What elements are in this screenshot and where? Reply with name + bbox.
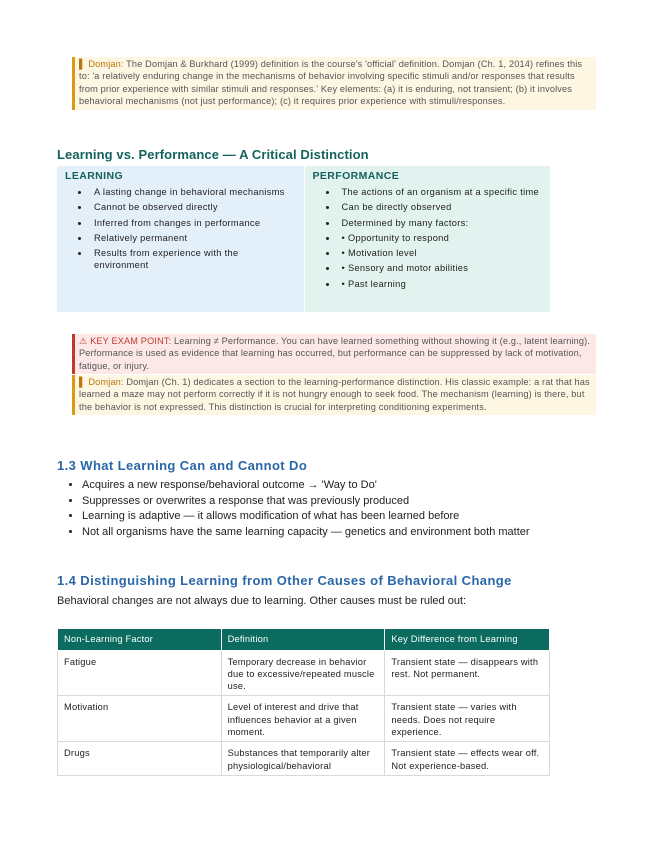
callout-text: The Domjan & Burkhard (1999) definition is the course's 'official' definition. Domjan (Ch. 1, 2014) refines this to: 'a relatively enduring change in the mechanisms of behavior involving specific stimuli and/or responses that results from prior experience with similar stimuli and responses.' Key elements: (a) it is enduring, not transient; (b) it involves behavioral mechanisms (not just performance); (c) it requires prior experience with stimuli/responses.: [79, 59, 583, 107]
table-row: [58, 742, 550, 776]
domjan-callout-definition: [72, 57, 596, 110]
callout-text: Domjan (Ch. 1) dedicates a section to the learning-performance distinction. His classic example: a rat that has learned a maze may not perform correctly if it is not hungry enough to seek food. The mechanism (learning) is there, but the behavior is not expressed. This distinction is crucial for interpreting conditioning experiments.: [79, 377, 590, 412]
table-cell: Transient state — effects wear off. Not experience-based.: [385, 742, 550, 776]
table-row: [58, 650, 550, 696]
table-cell: Temporary decrease in behavior due to excessive/repeated muscle use.: [221, 650, 385, 696]
table-cell: Transient state — disappears with rest. Not permanent.: [385, 650, 550, 696]
table-cell: Fatigue: [58, 650, 222, 696]
list-item: • Relatively permanent: [90, 232, 296, 244]
domjan-callout-distinction: [72, 375, 596, 415]
performance-column: [304, 166, 551, 312]
list-item: • Inferred from changes in performance: [90, 217, 296, 229]
list-item: • Not all organisms have the same learning capacity — genetics and environment both matter: [82, 525, 602, 541]
callout-text: Learning ≠ Performance. You can have learned something without showing it (e.g., latent learning). Performance is used as evidence that learning has occurred, but performance can be suppressed by lack of motivation, fatigue, or injury.: [79, 336, 591, 371]
table-row: [58, 696, 550, 742]
table-cell: Level of interest and drive that influences behavior at a given moment.: [221, 696, 385, 742]
table-cell: Transient state — varies with needs. Does not require experience.: [385, 696, 550, 742]
warning-icon-lead: ⚠ KEY EXAM POINT:: [79, 336, 172, 346]
list-item: • The actions of an organism at a specific time: [338, 186, 543, 198]
list-item: • • Motivation level: [338, 247, 543, 259]
list-item: • Determined by many factors:: [338, 217, 543, 229]
non-learning-factors-table: [57, 628, 550, 776]
learning-heading: LEARNING: [65, 170, 124, 182]
list-item: • • Opportunity to respond: [338, 232, 543, 244]
learning-abilities-list: [65, 478, 602, 540]
callout-lead: ▌ Domjan:: [79, 59, 124, 69]
list-item: • Cannot be observed directly: [90, 201, 296, 213]
callout-lead: ▌ Domjan:: [79, 377, 124, 387]
list-item: • Can be directly observed: [338, 201, 543, 213]
list-item: • A lasting change in behavioral mechanisms: [90, 186, 296, 198]
key-exam-point-callout: [72, 334, 596, 374]
section-title-1-4: 1.4 Distinguishing Learning from Other Causes of Behavioral Change: [57, 573, 512, 588]
table-cell: Motivation: [58, 696, 222, 742]
performance-heading: PERFORMANCE: [312, 170, 400, 182]
table-header-row: [58, 629, 550, 651]
list-item: • • Sensory and motor abilities: [338, 262, 543, 274]
learning-column: [57, 166, 304, 312]
list-item: • Suppresses or overwrites a response that was previously produced: [82, 494, 602, 510]
performance-list: [313, 186, 543, 290]
learning-list: [65, 186, 296, 272]
section-intro: Behavioral changes are not always due to learning. Other causes must be ruled out:: [57, 595, 467, 607]
table-cell: Substances that temporarily alter physiological/behavioral: [221, 742, 385, 776]
list-item: • Results from experience with the environment: [90, 247, 296, 272]
comparison-table: [57, 166, 550, 312]
section-title-1-3: 1.3 What Learning Can and Cannot Do: [57, 458, 308, 473]
column-header: Non-Learning Factor: [58, 629, 222, 651]
list-item: • • Past learning: [338, 278, 543, 290]
column-header: Definition: [221, 629, 385, 651]
list-item: • Learning is adaptive — it allows modification of what has been learned before: [82, 509, 602, 525]
column-header: Key Difference from Learning: [385, 629, 550, 651]
list-item: • Acquires a new response/behavioral outcome → 'Way to Do': [82, 478, 602, 494]
table-cell: Drugs: [58, 742, 222, 776]
section-title-learning-vs-performance: Learning vs. Performance — A Critical Distinction: [57, 147, 369, 162]
